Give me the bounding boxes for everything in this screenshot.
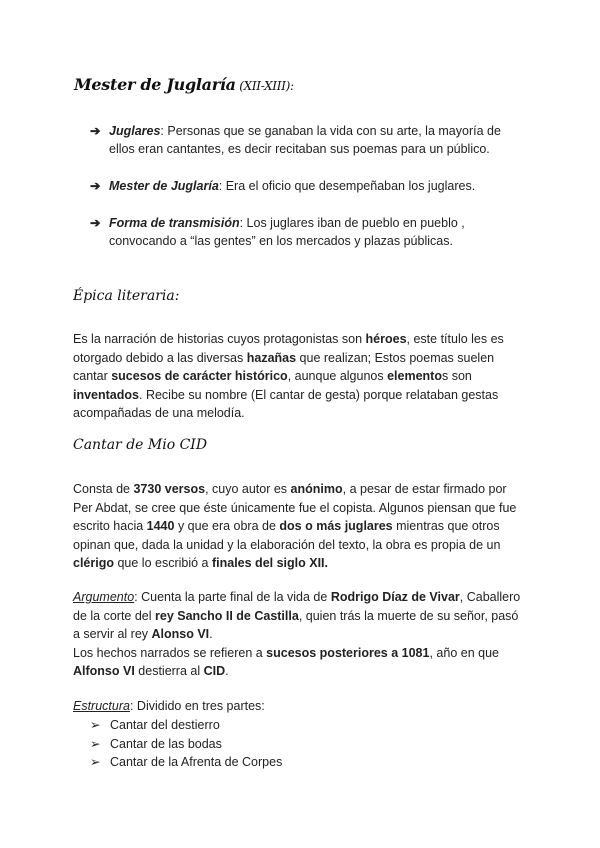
epica-paragraph: Es la narración de historias cuyos protagonistas son héroes, este título les es otorgado debido a las diversas hazañas que realizan; Estos poemas suelen cantar sucesos de carácter histórico, aunque algunos elementos son inventados. Recibe su nombre (El cantar de gesta) porque relataban gestas acompañadas de una melodía.	[73, 332, 504, 420]
chevron-right-icon: ➢	[90, 755, 101, 769]
definitions-list	[90, 122, 530, 269]
arrow-icon: ➔	[90, 124, 101, 138]
list-item: ➢ Cantar de las bodas	[90, 735, 282, 754]
list-item: ➔ Forma de transmisión: Los juglares iban de pueblo en pueblo , convocando a “las gentes” en los mercados y plazas públicas.	[90, 216, 465, 248]
chevron-right-icon: ➢	[90, 718, 101, 732]
chevron-right-icon: ➢	[90, 736, 101, 751]
list-item: ➔ Juglares: Personas que se ganaban la vida con su arte, la mayoría de ellos eran cantantes, es decir recitaban sus poemas para un público.	[90, 124, 501, 156]
parts-list	[90, 716, 282, 772]
page-title	[74, 75, 294, 94]
title-main: Mester de Juglaría	[74, 75, 236, 94]
estructura-line: Estructura: Dividido en tres partes:	[73, 699, 265, 713]
arrow-icon: ➔	[90, 216, 101, 230]
list-item: ➢ Cantar del destierro	[90, 716, 282, 735]
title-sub: (XII-XIII):	[235, 79, 294, 93]
cid-paragraph-2: Argumento: Cuenta la parte final de la vida de Rodrigo Díaz de Vivar, Caballero de la corte del rey Sancho II de Castilla, quien trás la muerte de su señor, pasó a servir al rey Alonso VI. Los hechos narrados se refieren a sucesos posteriores a 1081, año en que Alfonso VI destierra al CID.	[73, 590, 521, 678]
cid-heading: Cantar de Mio CID	[73, 437, 208, 453]
arrow-icon: ➔	[90, 179, 101, 193]
list-item: ➢ Cantar de la Afrenta de Corpes	[90, 753, 282, 772]
list-item: ➔ Mester de Juglaría: Era el oficio que desempeñaban los juglares.	[90, 179, 476, 193]
cid-paragraph-1: Consta de 3730 versos, cuyo autor es anónimo, a pesar de estar firmado por Per Abdat, se cree que éste únicamente fue el copista. Algunos piensan que fue escrito hacia 1440 y que era obra de dos o más juglares mientras que otros opinan que, dada la unidad y la elaboración del texto, la obra es propia de un clérigo que lo escribió a finales del siglo XII.	[73, 482, 517, 570]
epica-heading: Épica literaria:	[73, 288, 180, 304]
